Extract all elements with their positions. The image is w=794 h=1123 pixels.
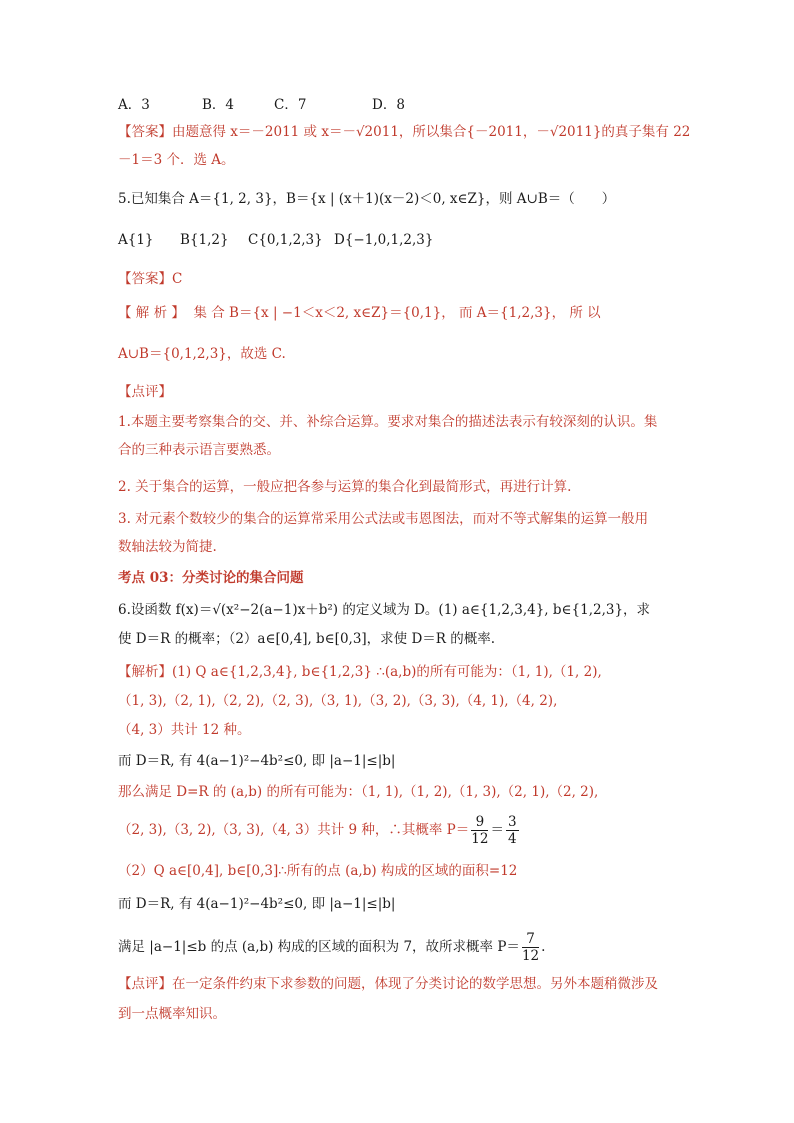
fraction-3-4 [506, 814, 519, 847]
q6-analysis-a3: （4, 3）共计 12 种。 [118, 722, 251, 738]
q5-analysis-line2: A∪B＝{0,1,2,3}，故选 C. [118, 346, 286, 362]
q5-options [118, 231, 433, 249]
analysis-tag: 【解析】 [118, 664, 172, 680]
q6-a7-text: （2）Q a∈[0,4], b∈[0,3] [118, 863, 279, 879]
q4-option-d: D．8 [372, 97, 405, 113]
q6-comment-c2: 到一点概率知识。 [118, 1006, 226, 1022]
comment1-p1a: 1.本题主要考察集合的交、并、补综合运算。要求对集合的描述法表示有较深刻的认识。集 [118, 414, 658, 430]
fraction-numerator: 9 [471, 814, 488, 831]
q5-option-d: D{−1,0,1,2,3} [334, 232, 434, 248]
section-title: 考点 03：分类讨论的集合问题 [118, 570, 304, 586]
q4-options [118, 96, 405, 114]
q6-stem-line2: 使 D＝R 的概率；（2）a∈[0,4], b∈[0,3]，求使 D＝R 的概率. [118, 631, 496, 647]
q6-analysis-a1: (1) Q a∈{1,2,3,4}, b∈{1,2,3} ∴(a,b)的所有可能为：（1, 1),（1, 2), [172, 664, 602, 680]
analysis-tag: 【 解 析 】 [118, 305, 185, 321]
q6-analysis-a4: 而 D＝R, 有 4(a−1)²−4b²≤0, 即 |a−1|≤|b| [118, 753, 396, 769]
answer-tag: 【答案】 [118, 271, 172, 287]
q5-answer [118, 270, 182, 288]
comment-tag: 【点评】 [118, 384, 172, 400]
q5-option-b: B{1,2} [180, 232, 229, 248]
q4-option-b: B．4 [202, 97, 235, 113]
q6-a7-red: ∴所有的点 (a,b) 构成的区域的面积=12 [278, 863, 518, 879]
q6-comment-line1 [118, 975, 658, 993]
comment1-p1b: 合的三种表示语言要熟悉。 [118, 442, 280, 458]
period: . [541, 939, 546, 955]
equals-sign: ＝ [490, 822, 504, 838]
q6-a6-text: （2, 3),（3, 2),（3, 3),（4, 3）共计 9 种，∴其概率 P＝ [118, 822, 470, 838]
comment1-p3b: 数轴法较为简捷. [118, 539, 217, 555]
q4-answer-text: 由题意得 x＝－2011 或 x＝－√2011，所以集合{－2011，－√2011}的真子集有 22 [172, 124, 691, 140]
fraction-denominator: 12 [471, 831, 489, 847]
q5-analysis-text: 集 合 B＝{x | −1＜x＜2, x∈Z}＝{0,1}， 而 A＝{1,2,3}， 所 以 [193, 305, 601, 321]
q5-stem: 5.已知集合 A＝{1, 2, 3}，B＝{x | (x＋1)(x－2)＜0, x∈Z}，则 A∪B＝（ ） [118, 191, 616, 207]
q4-answer-line2: －1＝3 个．选 A。 [118, 152, 235, 168]
fraction-7-12 [522, 931, 539, 964]
q4-answer-line1 [118, 123, 690, 141]
q5-option-c: C{0,1,2,3} [248, 232, 323, 248]
q6-analysis-a9 [118, 931, 545, 964]
q6-analysis-a6 [118, 814, 521, 847]
q6-comment-c1: 在一定条件约束下求参数的问题，体现了分类讨论的数学思想。另外本题稍微涉及 [172, 976, 658, 992]
q5-option-a: A{1} [118, 232, 154, 248]
fraction-denominator: 4 [507, 831, 517, 847]
q6-analysis-a7 [118, 862, 517, 880]
fraction-numerator: 3 [507, 814, 517, 830]
q6-analysis-a5: 那么满足 D=R 的 (a,b) 的所有可能为：（1, 1),（1, 2),（1, 3),（2, 1),（2, 2), [118, 784, 599, 800]
q4-option-c: C．7 [274, 97, 307, 113]
q6-analysis-a8: 而 D＝R, 有 4(a−1)²−4b²≤0, 即 |a−1|≤|b| [118, 896, 396, 912]
fraction-9-12 [471, 814, 488, 847]
q5-answer-value: C [172, 271, 183, 287]
comment1-p3a: 3. 对元素个数较少的集合的运算常采用公式法或韦恩图法，而对不等式解集的运算一般用 [118, 511, 649, 527]
comment-tag: 【点评】 [118, 976, 172, 992]
fraction-numerator: 7 [522, 931, 539, 948]
q6-analysis-line1 [118, 663, 602, 681]
comment1-p2: 2. 关于集合的运算，一般应把各参与运算的集合化到最简形式，再进行计算. [118, 479, 572, 495]
answer-tag: 【答案】 [118, 124, 172, 140]
fraction-denominator: 12 [521, 948, 540, 964]
q6-a9-text: 满足 |a−1|≤b 的点 (a,b) 构成的区域的面积为 7，故所求概率 P＝ [118, 939, 520, 955]
q6-analysis-a2: （1, 3),（2, 1),（2, 2),（2, 3),（3, 1),（3, 2),（3, 3),（4, 1),（4, 2), [118, 693, 558, 709]
q5-analysis-line1 [118, 304, 601, 322]
q4-option-a: A．3 [118, 97, 150, 113]
q6-stem-line1: 6.设函数 f(x)＝√(x²−2(a−1)x＋b²) 的定义域为 D。(1) a∈{1,2,3,4}, b∈{1,2,3}，求 [118, 602, 651, 618]
